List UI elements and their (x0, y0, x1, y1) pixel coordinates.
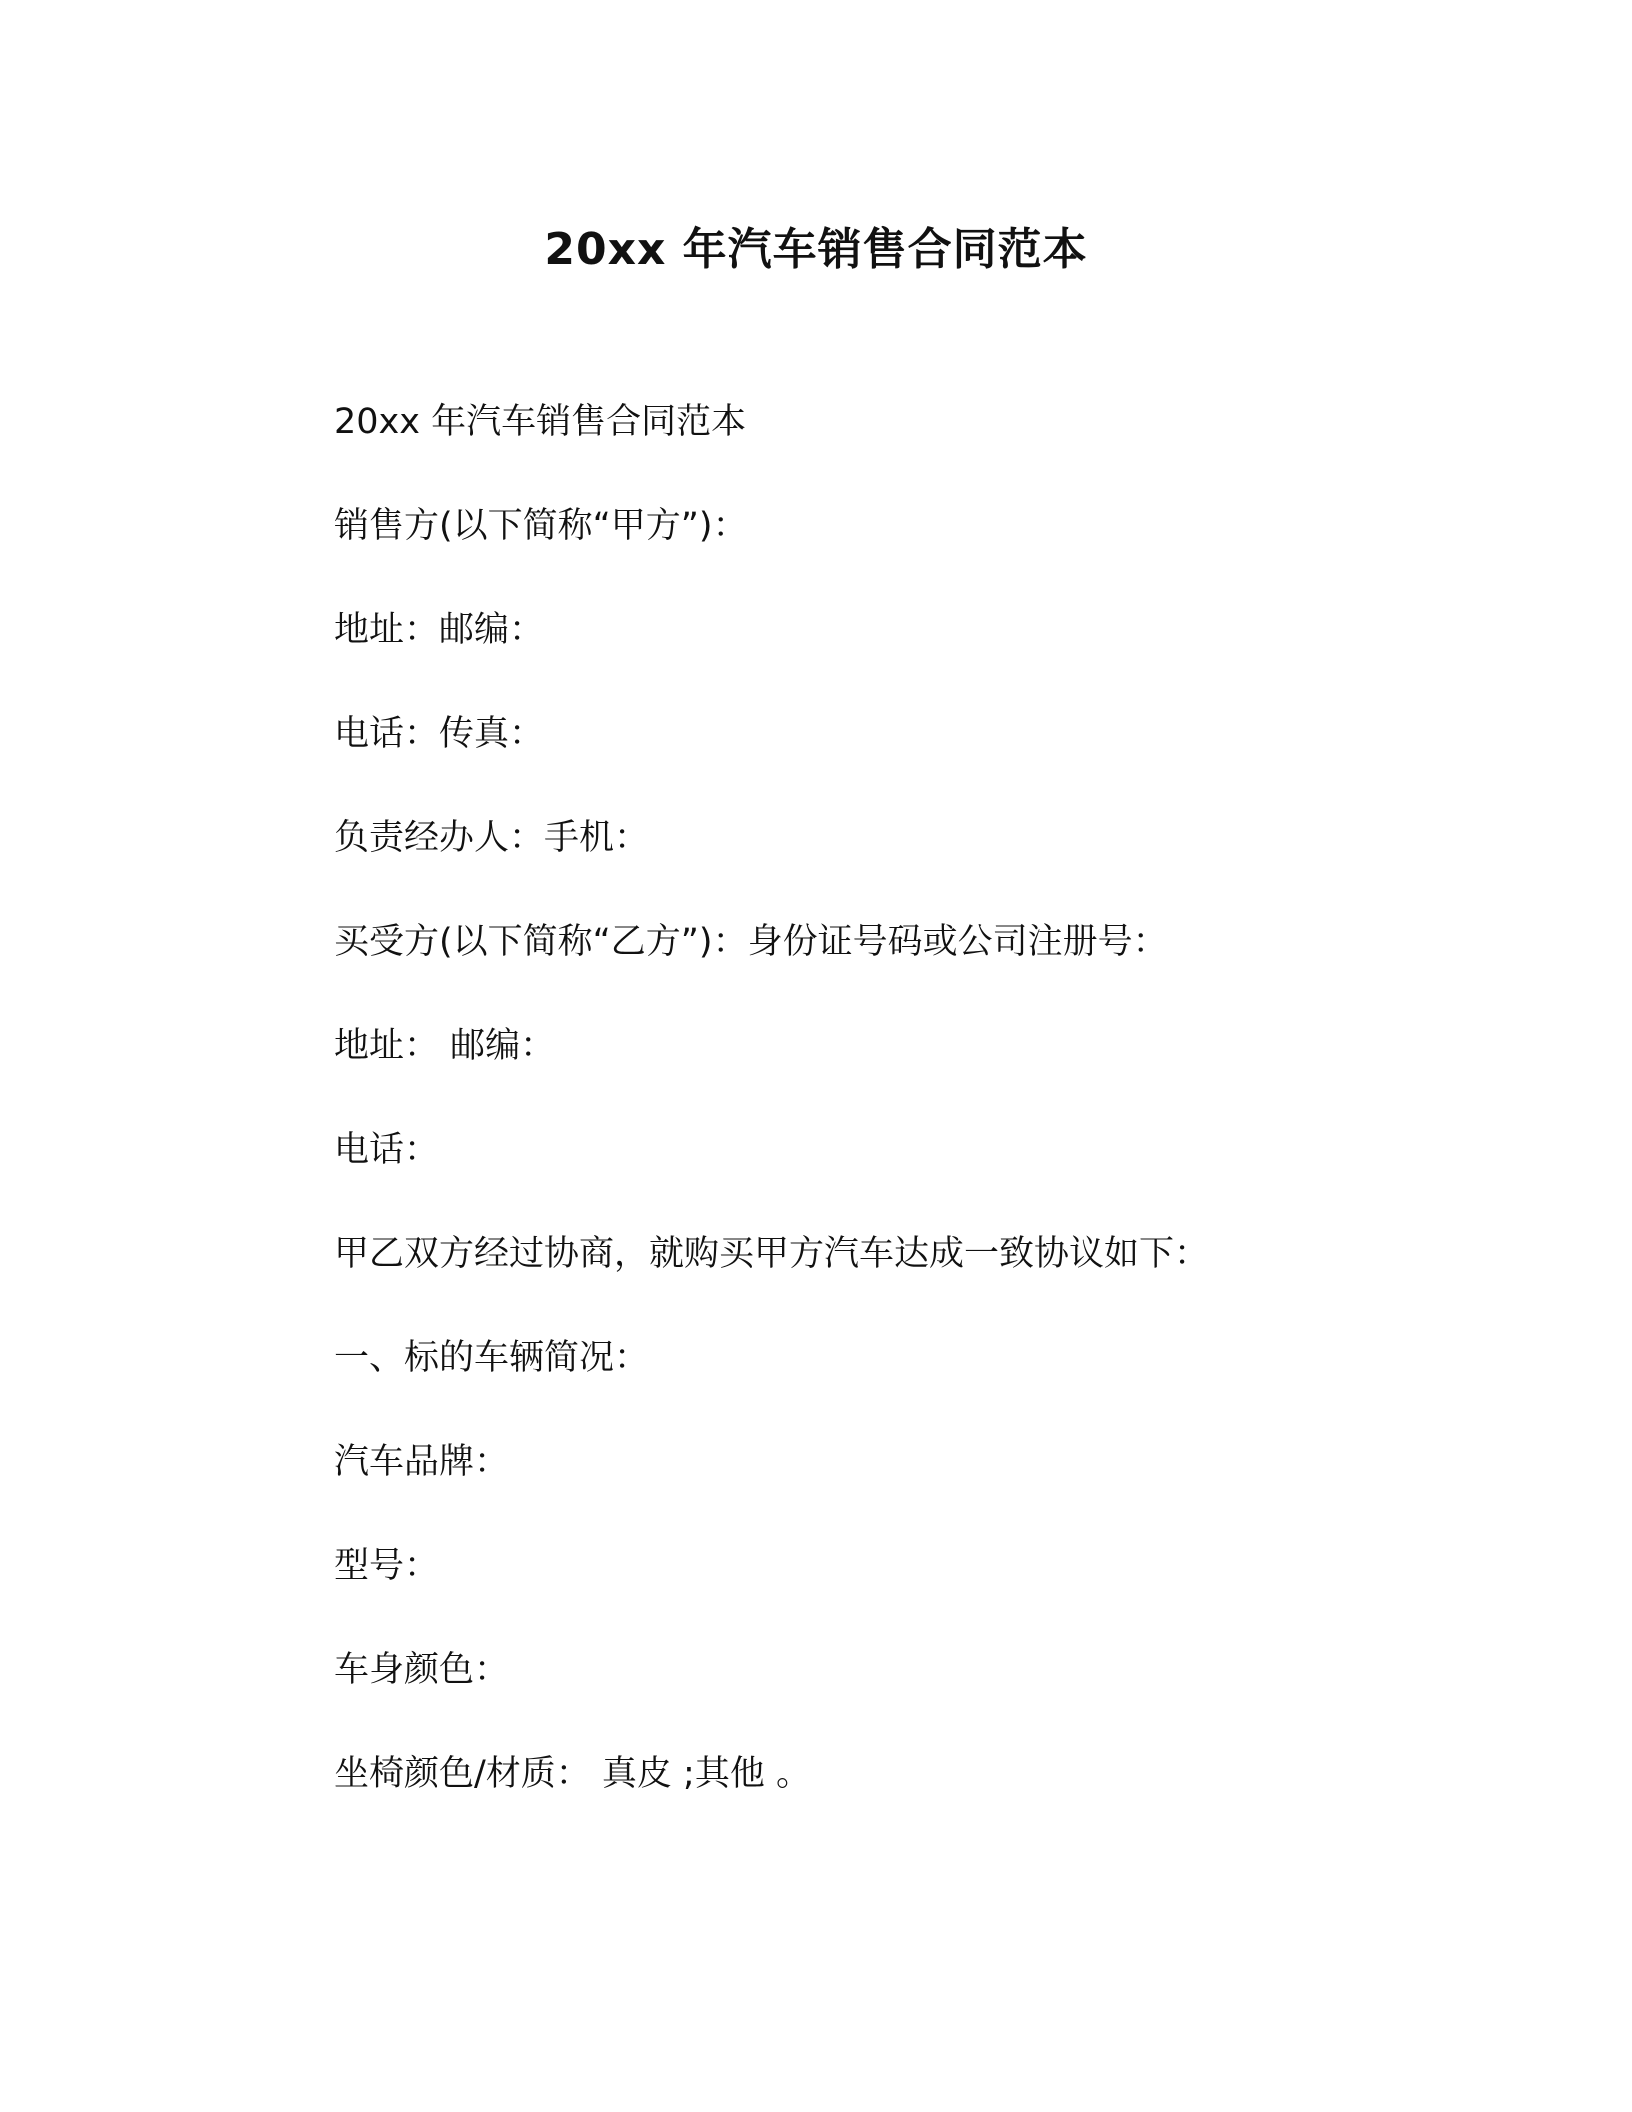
document-line-section-one: 一、标的车辆简况： (334, 1338, 650, 1378)
document-title: 20xx 年汽车销售合同范本 (544, 224, 1088, 275)
document-line-buyer-phone: 电话： (334, 1130, 440, 1170)
document-line-seller-phone: 电话：传真： (334, 714, 545, 754)
document-line-seller-agent: 负责经办人：手机： (334, 818, 650, 858)
document-line-body-color: 车身颜色： (334, 1650, 510, 1690)
document-line-model: 型号： (334, 1546, 440, 1586)
document-line-seller-address: 地址：邮编： (334, 610, 545, 650)
document-line-agreement: 甲乙双方经过协商，就购买甲方汽车达成一致协议如下： (334, 1234, 1210, 1274)
document-body (334, 392, 1334, 1848)
document-line-subtitle: 20xx 年汽车销售合同范本 (334, 402, 747, 442)
document-line-buyer-address: 地址： 邮编： (334, 1026, 556, 1066)
document-line-seat-material: 坐椅颜色/材质： 真皮 ;其他 。 (334, 1754, 811, 1794)
document-line-car-brand: 汽车品牌： (334, 1442, 510, 1482)
document-line-buyer: 买受方(以下简称“乙方”)：身份证号码或公司注册号： (334, 922, 1168, 962)
document-line-seller: 销售方(以下简称“甲方”)： (334, 506, 748, 546)
